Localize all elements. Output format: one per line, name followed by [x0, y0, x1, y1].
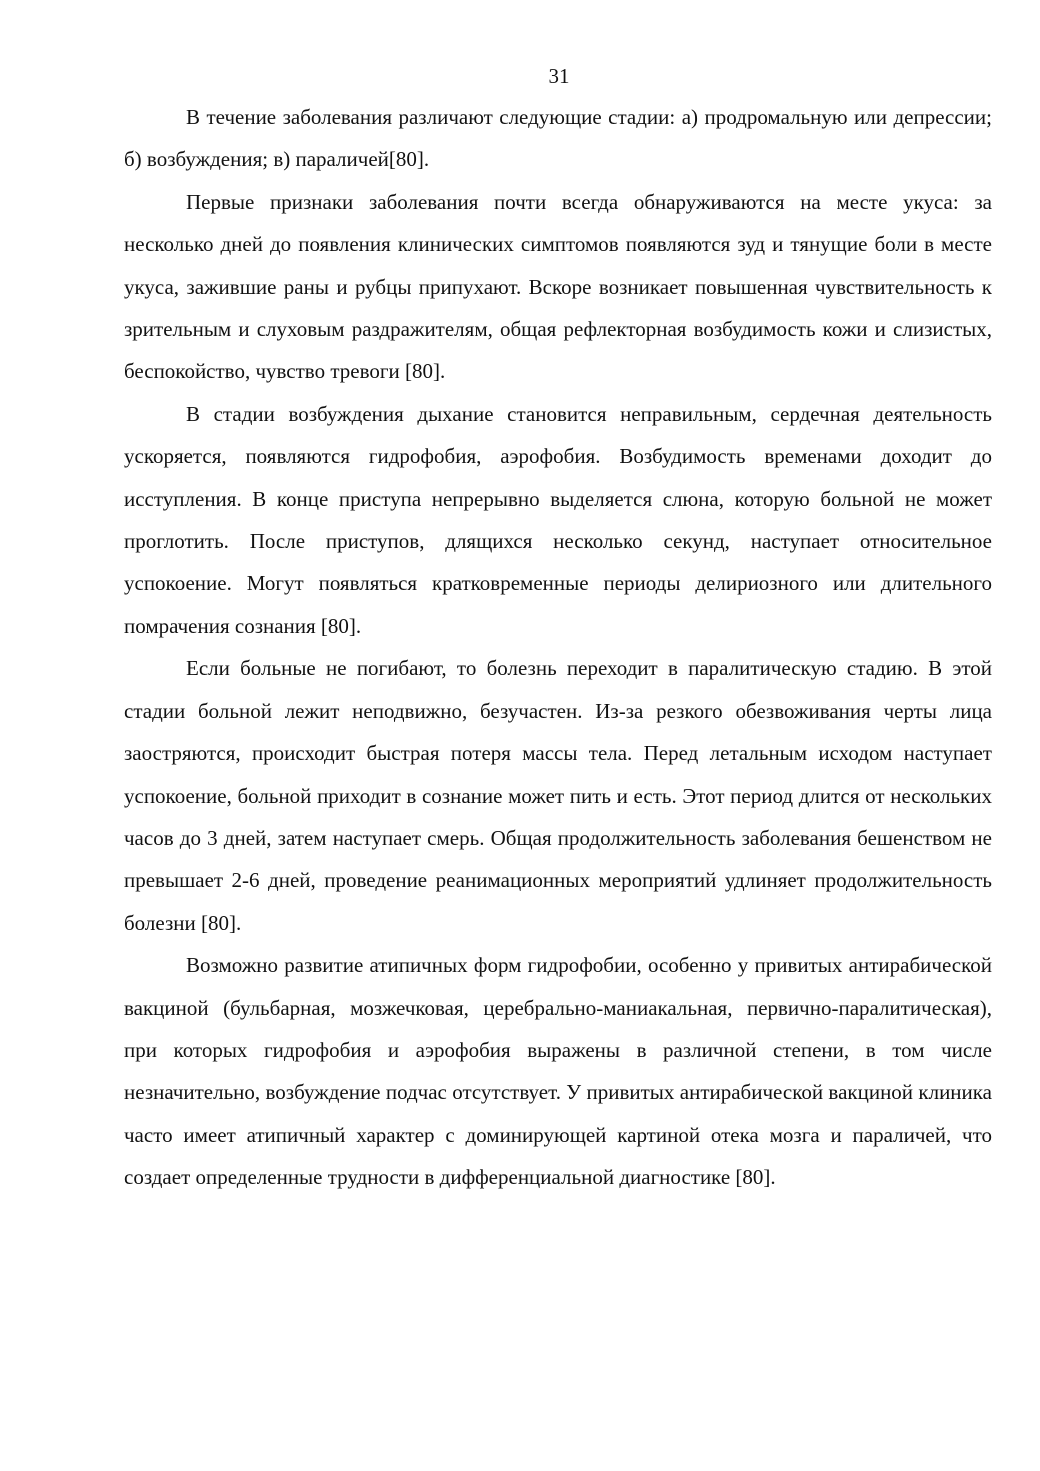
paragraph-stages: В течение заболевания различают следующие стадии: а) продромальную или депрессии; б) возбуждения; в) параличей[80].: [124, 105, 992, 172]
paragraph-paralytic-stage: Если больные не погибают, то болезнь переходит в паралитическую стадию. В этой стадии больной лежит неподвижно, безучастен. Из-за резкого обезвоживания черты лица заостряются, происходит быстрая потеря массы тела. Перед летальным исходом наступает успокоение, больной приходит в сознание может пить и есть. Этот период длится от нескольких часов до 3 дней, затем наступает смерь. Общая продолжительность заболевания бешенством не превышает 2-6 дней, проведение реанимационных мероприятий удлиняет продолжительность болезни [80].: [124, 656, 992, 935]
document-body: [124, 96, 992, 1199]
paragraph-atypical-forms: Возможно развитие атипичных форм гидрофобии, особенно у привитых антирабической вакциной (бульбарная, мозжечковая, церебрально-маниакальная, первично-паралитическая), при которых гидрофобия и аэрофобия выражены в различной степени, в том числе незначительно, возбуждение подчас отсутствует. У привитых антирабической вакциной клиника часто имеет атипичный характер с доминирующей картиной отека мозга и параличей, что создает определенные трудности в дифференциальной диагностике [80].: [124, 953, 992, 1190]
paragraph-first-signs: Первые признаки заболевания почти всегда обнаруживаются на месте укуса: за несколько дней до появления клинических симптомов появляются зуд и тянущие боли в месте укуса, зажившие раны и рубцы припухают. Вскоре возникает повышенная чувствительность к зрительным и слуховым раздражителям, общая рефлекторная возбудимость кожи и слизистых, беспокойство, чувство тревоги [80].: [124, 189, 992, 384]
paragraph-excitation-stage: В стадии возбуждения дыхание становится неправильным, сердечная деятельность ускоряется, появляются гидрофобия, аэрофобия. Возбудимость временами доходит до исступления. В конце приступа непрерывно выделяется слюна, которую больной не может проглотить. После приступов, длящихся несколько секунд, наступает относительное успокоение. Могут появляться кратковременные периоды делириозного или длительного помрачения сознания [80].: [124, 401, 992, 638]
page-number: 31: [548, 64, 570, 88]
